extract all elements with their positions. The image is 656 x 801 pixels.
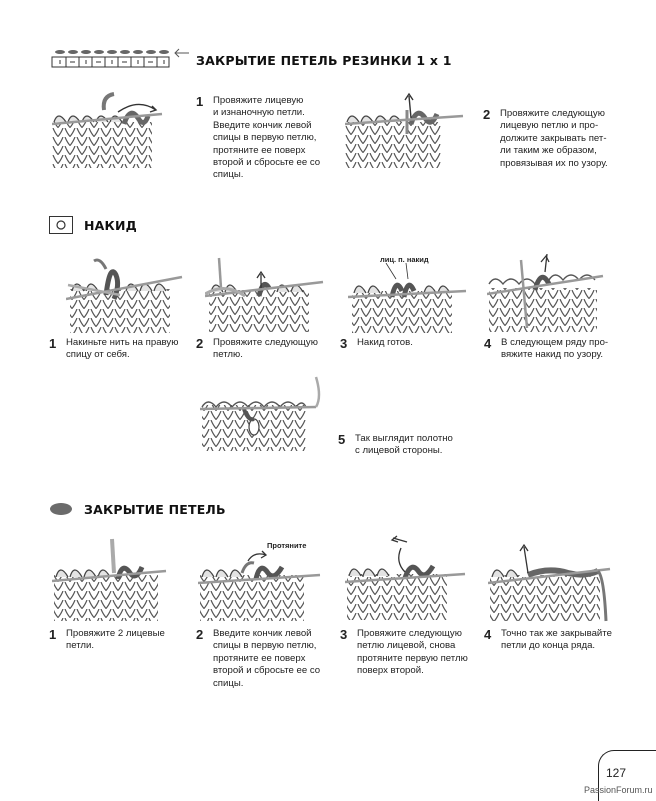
yarn-over-step2-illustration [205,252,325,334]
rib-step1-caption: Провяжите лицевую и изнаночную петли. Введите кончик левой спицы в первую петлю, протяните ее поверх второй и сбросьте ее со спицы. [213,95,321,181]
yo-step4-number: 4 [484,336,492,351]
bindoff-step2-illustration [198,537,322,623]
section-title-yarn-over: НАКИД [84,218,137,233]
rib-step2-caption: Провяжите следующую лицевую петлю и про- должите закрывать пет- ли таким же образом, провязывая их по узору. [500,108,608,169]
bindoff-step4-caption: Точно так же закрывайте петли до конца ряда. [501,628,612,652]
yarn-over-step3-illustration [348,263,468,335]
yo-step5-number: 5 [338,432,346,447]
bindoff-step4-number: 4 [484,627,492,642]
yo-step3-caption: Накид готов. [357,337,413,348]
bindoff-step1-number: 1 [49,627,57,642]
circle-symbol-icon [50,217,72,233]
rib-step1-number: 1 [196,94,204,109]
bindoff-step3-caption: Провяжите следующую петлю лицевой, снова протяните первую петлю поверх второй. [357,628,468,677]
bindoff-step2-caption: Введите кончик левой спицы в первую петлю, протяните ее поверх второй и сбросьте ее со спицы. [213,628,321,689]
bindoff-step4-illustration [488,541,612,623]
section-title-bindoff: ЗАКРЫТИЕ ПЕТЕЛЬ [84,502,226,517]
bindoff-step1-caption: Провяжите 2 лицевые петли. [66,628,165,652]
section-title-rib-bindoff: ЗАКРЫТИЕ ПЕТЕЛЬ РЕЗИНКИ 1 x 1 [196,53,452,68]
yarn-over-symbol-box [49,216,73,234]
bindoff-step1-illustration [52,537,168,623]
yarn-over-step1-illustration [66,255,184,335]
yarn-over-step4-illustration [487,254,605,334]
rib-bindoff-step2-illustration [345,90,465,170]
rib-step2-number: 2 [483,107,491,122]
yo-step2-number: 2 [196,336,204,351]
watermark: PassionForum.ru [584,785,653,795]
rib-chart-icon [50,47,190,69]
bindoff-step2-number: 2 [196,627,204,642]
page-number: 127 [606,766,627,780]
yo-step2-caption: Провяжите следующую петлю. [213,337,318,361]
label-pull: Протяните [267,541,307,550]
label-knit-yo: лиц. п. накид [380,255,429,264]
filled-oval-icon [49,502,73,516]
rib-bindoff-step1-illustration [52,92,164,170]
bindoff-step3-illustration [345,532,467,622]
yo-step1-caption: Накиньте нить на правую спицу от себя. [66,337,179,361]
yo-step4-caption: В следующем ряду про- вяжите накид по узору. [501,337,609,361]
yo-step5-caption: Так выглядит полотно с лицевой стороны. [355,433,453,457]
yo-step1-number: 1 [49,336,57,351]
left-arrow-icon [172,48,190,58]
yarn-over-step5-illustration [198,375,322,455]
yo-step3-number: 3 [340,336,348,351]
bindoff-step3-number: 3 [340,627,348,642]
